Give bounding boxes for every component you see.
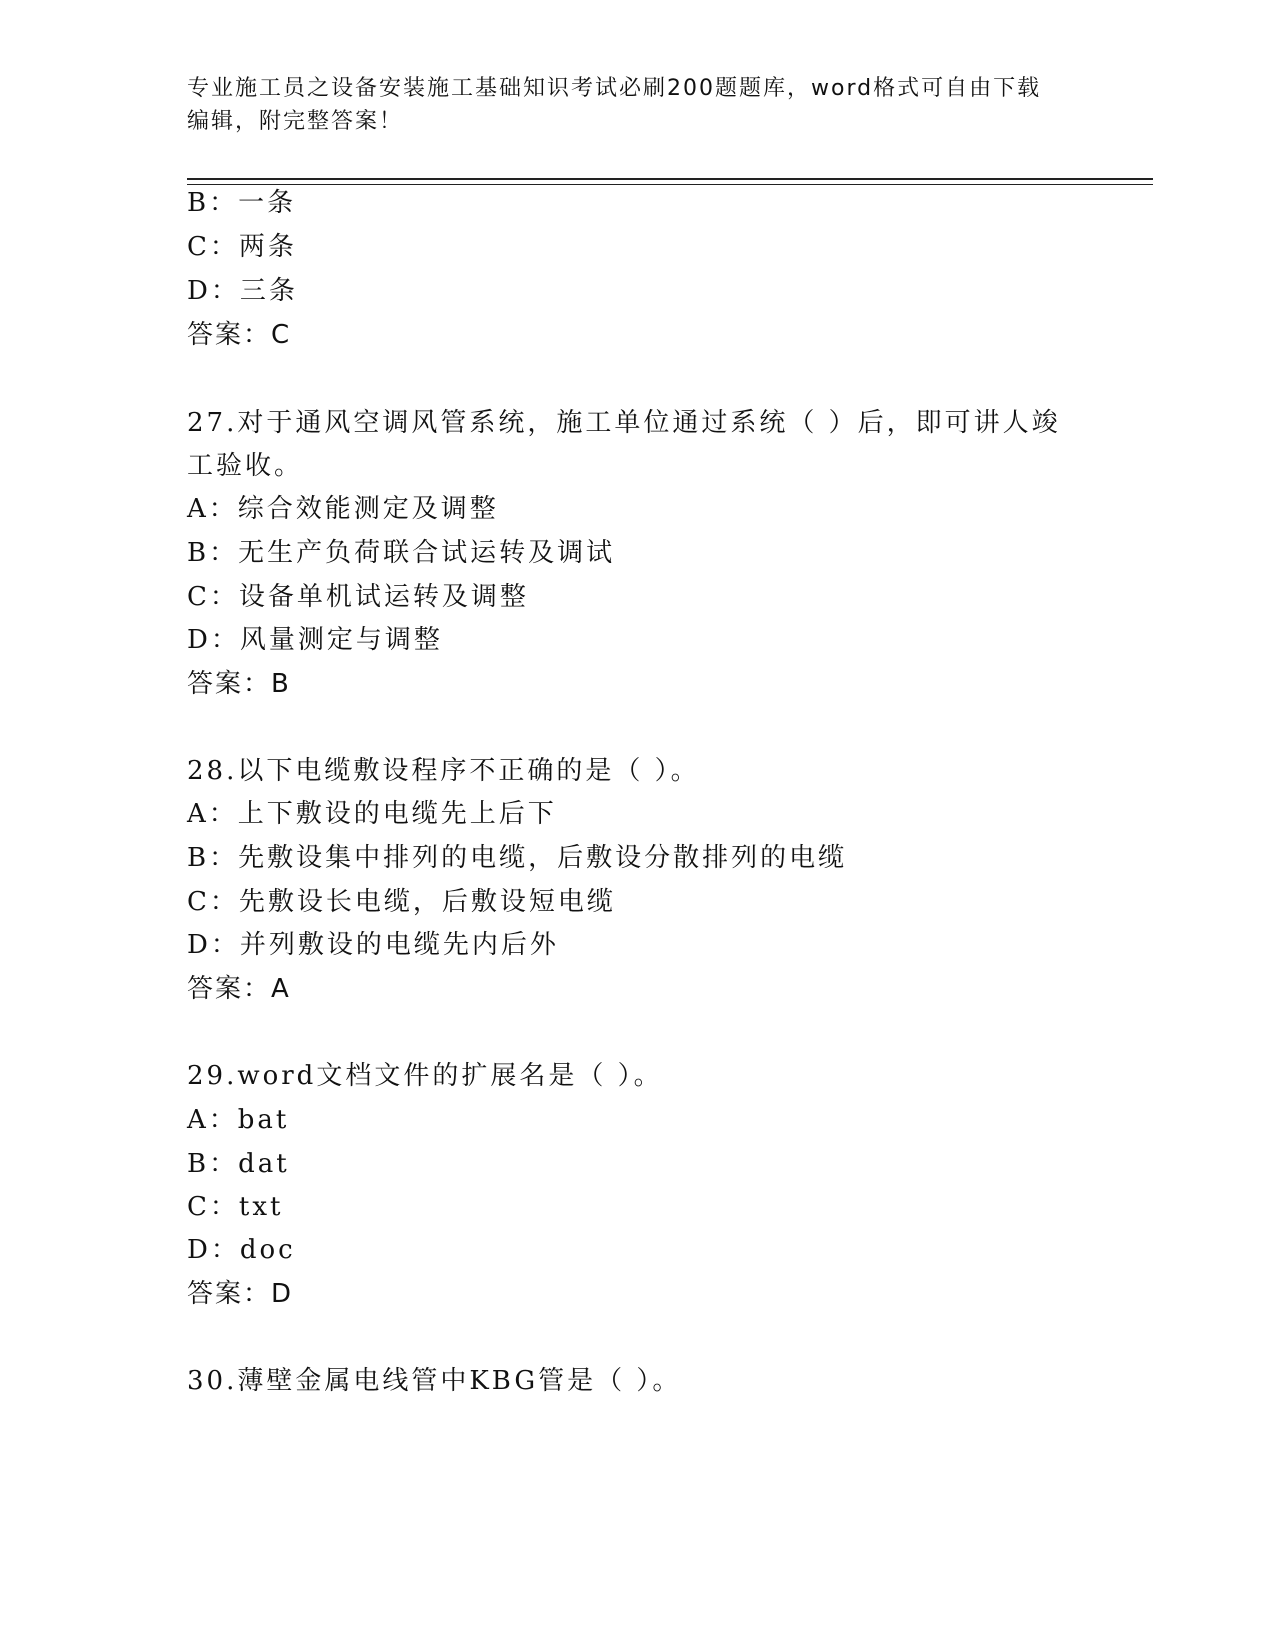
header-divider-thick	[187, 178, 1153, 180]
q27-stem-line-2: 工验收。	[187, 451, 304, 481]
q29-option-b: B：dat	[187, 1149, 290, 1179]
q27-answer: 答案：B	[187, 669, 291, 699]
q27-option-a: A：综合效能测定及调整	[187, 494, 499, 524]
q29-answer: 答案：D	[187, 1279, 294, 1309]
q27-option-d: D：风量测定与调整	[187, 625, 443, 655]
prev-answer: 答案：C	[187, 320, 292, 350]
q28-option-b: B：先敷设集中排列的电缆，后敷设分散排列的电缆	[187, 843, 848, 873]
q27-option-c: C：设备单机试运转及调整	[187, 582, 529, 612]
q28-option-d: D：并列敷设的电缆先内后外	[187, 930, 559, 960]
q27-stem-line-1: 27.对于通风空调风管系统，施工单位通过系统（ ）后，即可讲人竣	[187, 408, 1061, 438]
header-line-1: 专业施工员之设备安装施工基础知识考试必刷200题题库，word格式可自由下载	[187, 76, 1042, 101]
prev-option-b: B：一条	[187, 188, 297, 218]
prev-option-c: C：两条	[187, 232, 297, 262]
q28-option-a: A：上下敷设的电缆先上后下	[187, 799, 557, 829]
prev-option-d: D：三条	[187, 276, 298, 306]
q28-option-c: C：先敷设长电缆，后敷设短电缆	[187, 887, 616, 917]
q28-stem: 28.以下电缆敷设程序不正确的是（ ）。	[187, 756, 700, 786]
q28-answer: 答案：A	[187, 974, 291, 1004]
document-header	[187, 72, 1087, 138]
header-line-2: 编辑，附完整答案！	[187, 109, 404, 134]
q30-stem: 30.薄壁金属电线管中KBG管是（ ）。	[187, 1366, 682, 1396]
q27-option-b: B：无生产负荷联合试运转及调试	[187, 538, 616, 568]
q29-option-d: D：doc	[187, 1235, 296, 1265]
q29-option-a: A：bat	[187, 1105, 290, 1135]
q29-option-c: C：txt	[187, 1192, 284, 1222]
header-divider-thin	[187, 184, 1153, 185]
q29-stem: 29.word文档文件的扩展名是（ ）。	[187, 1061, 663, 1091]
